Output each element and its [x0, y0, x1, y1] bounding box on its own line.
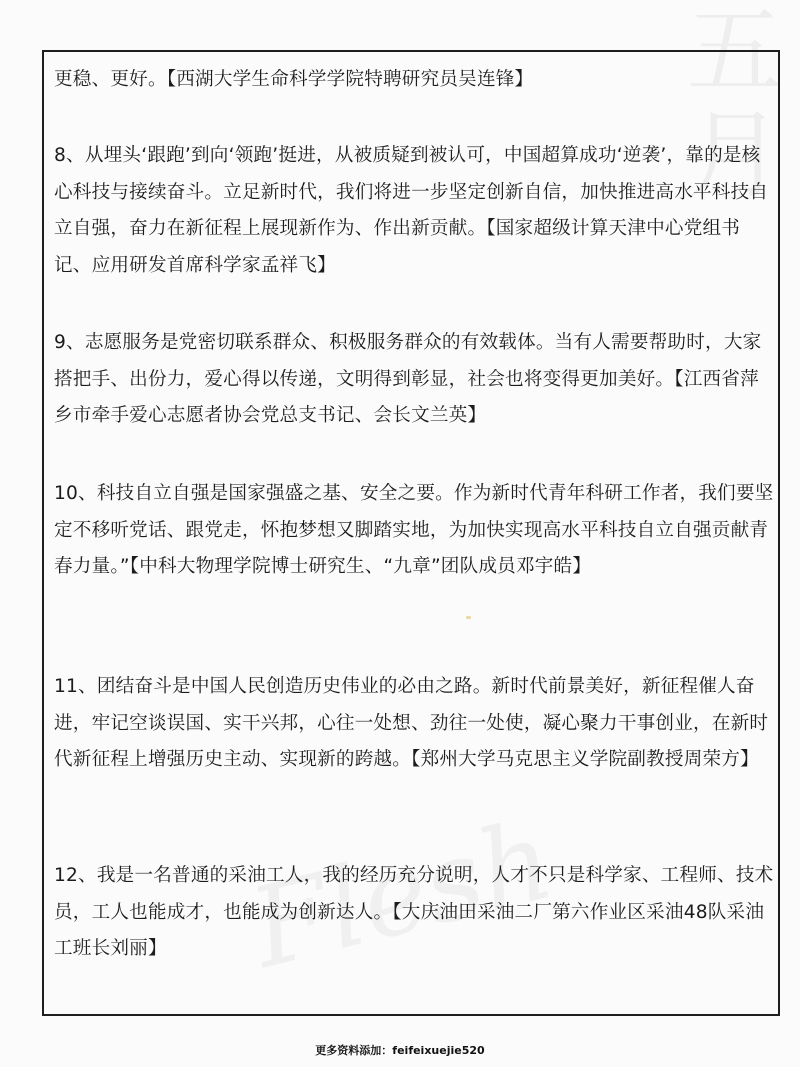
paragraph-8: 8、从埋头‘跟跑’到向‘领跑’挺进，从被质疑到被认可，中国超算成功‘逆袭’，靠的是核心科技与接续奋斗。立足新时代，我们将进一步坚定创新自信，加快推进高水平科技自立自强，奋力在新征程上展现新作为、作出新贡献。【国家超级计算天津中心党组书记、应用研发首席科学家孟祥飞】	[54, 145, 769, 276]
paragraph-10: 10、科技自立自强是国家强盛之基、安全之要。作为新时代青年科研工作者，我们要坚定不移听党话、跟党走，怀抱梦想又脚踏实地，为加快实现高水平科技自立自强贡献青春力量。”【中科大物理学院博士研究生、“九章”团队成员邓宇皓】	[54, 483, 774, 577]
paragraph-12: 12、我是一名普通的采油工人，我的经历充分说明，人才不只是科学家、工程师、技术员，工人也能成才，也能成为创新达人。【大庆油田采油二厂第六作业区采油48队采油工班长刘丽】	[54, 865, 774, 959]
corner-watermark: 五月	[671, 0, 783, 208]
decorative-dot	[466, 616, 471, 619]
paragraph-11: 11、团结奋斗是中国人民创造历史伟业的必由之路。新时代前景美好，新征程催人奋进，牢记空谈误国、实干兴邦，心往一处想、劲往一处使，凝心聚力干事创业，在新时代新征程上增强历史主动、实现新的跨越。【郑州大学马克思主义学院副教授周荣方】	[54, 676, 769, 770]
paragraph-9: 9、志愿服务是党密切联系群众、积极服务群众的有效载体。当有人需要帮助时，大家搭把手、出份力，爱心得以传递，文明得到彰显，社会也将变得更加美好。【江西省萍乡市牵手爱心志愿者协会党总支书记、会长文兰英】	[54, 332, 762, 426]
paragraph-intro: 更稳、更好。【西湖大学生命科学学院特聘研究员吴连锋】	[54, 69, 534, 90]
footer-contact: 更多资料添加：feifeixuejie520	[315, 1044, 485, 1057]
